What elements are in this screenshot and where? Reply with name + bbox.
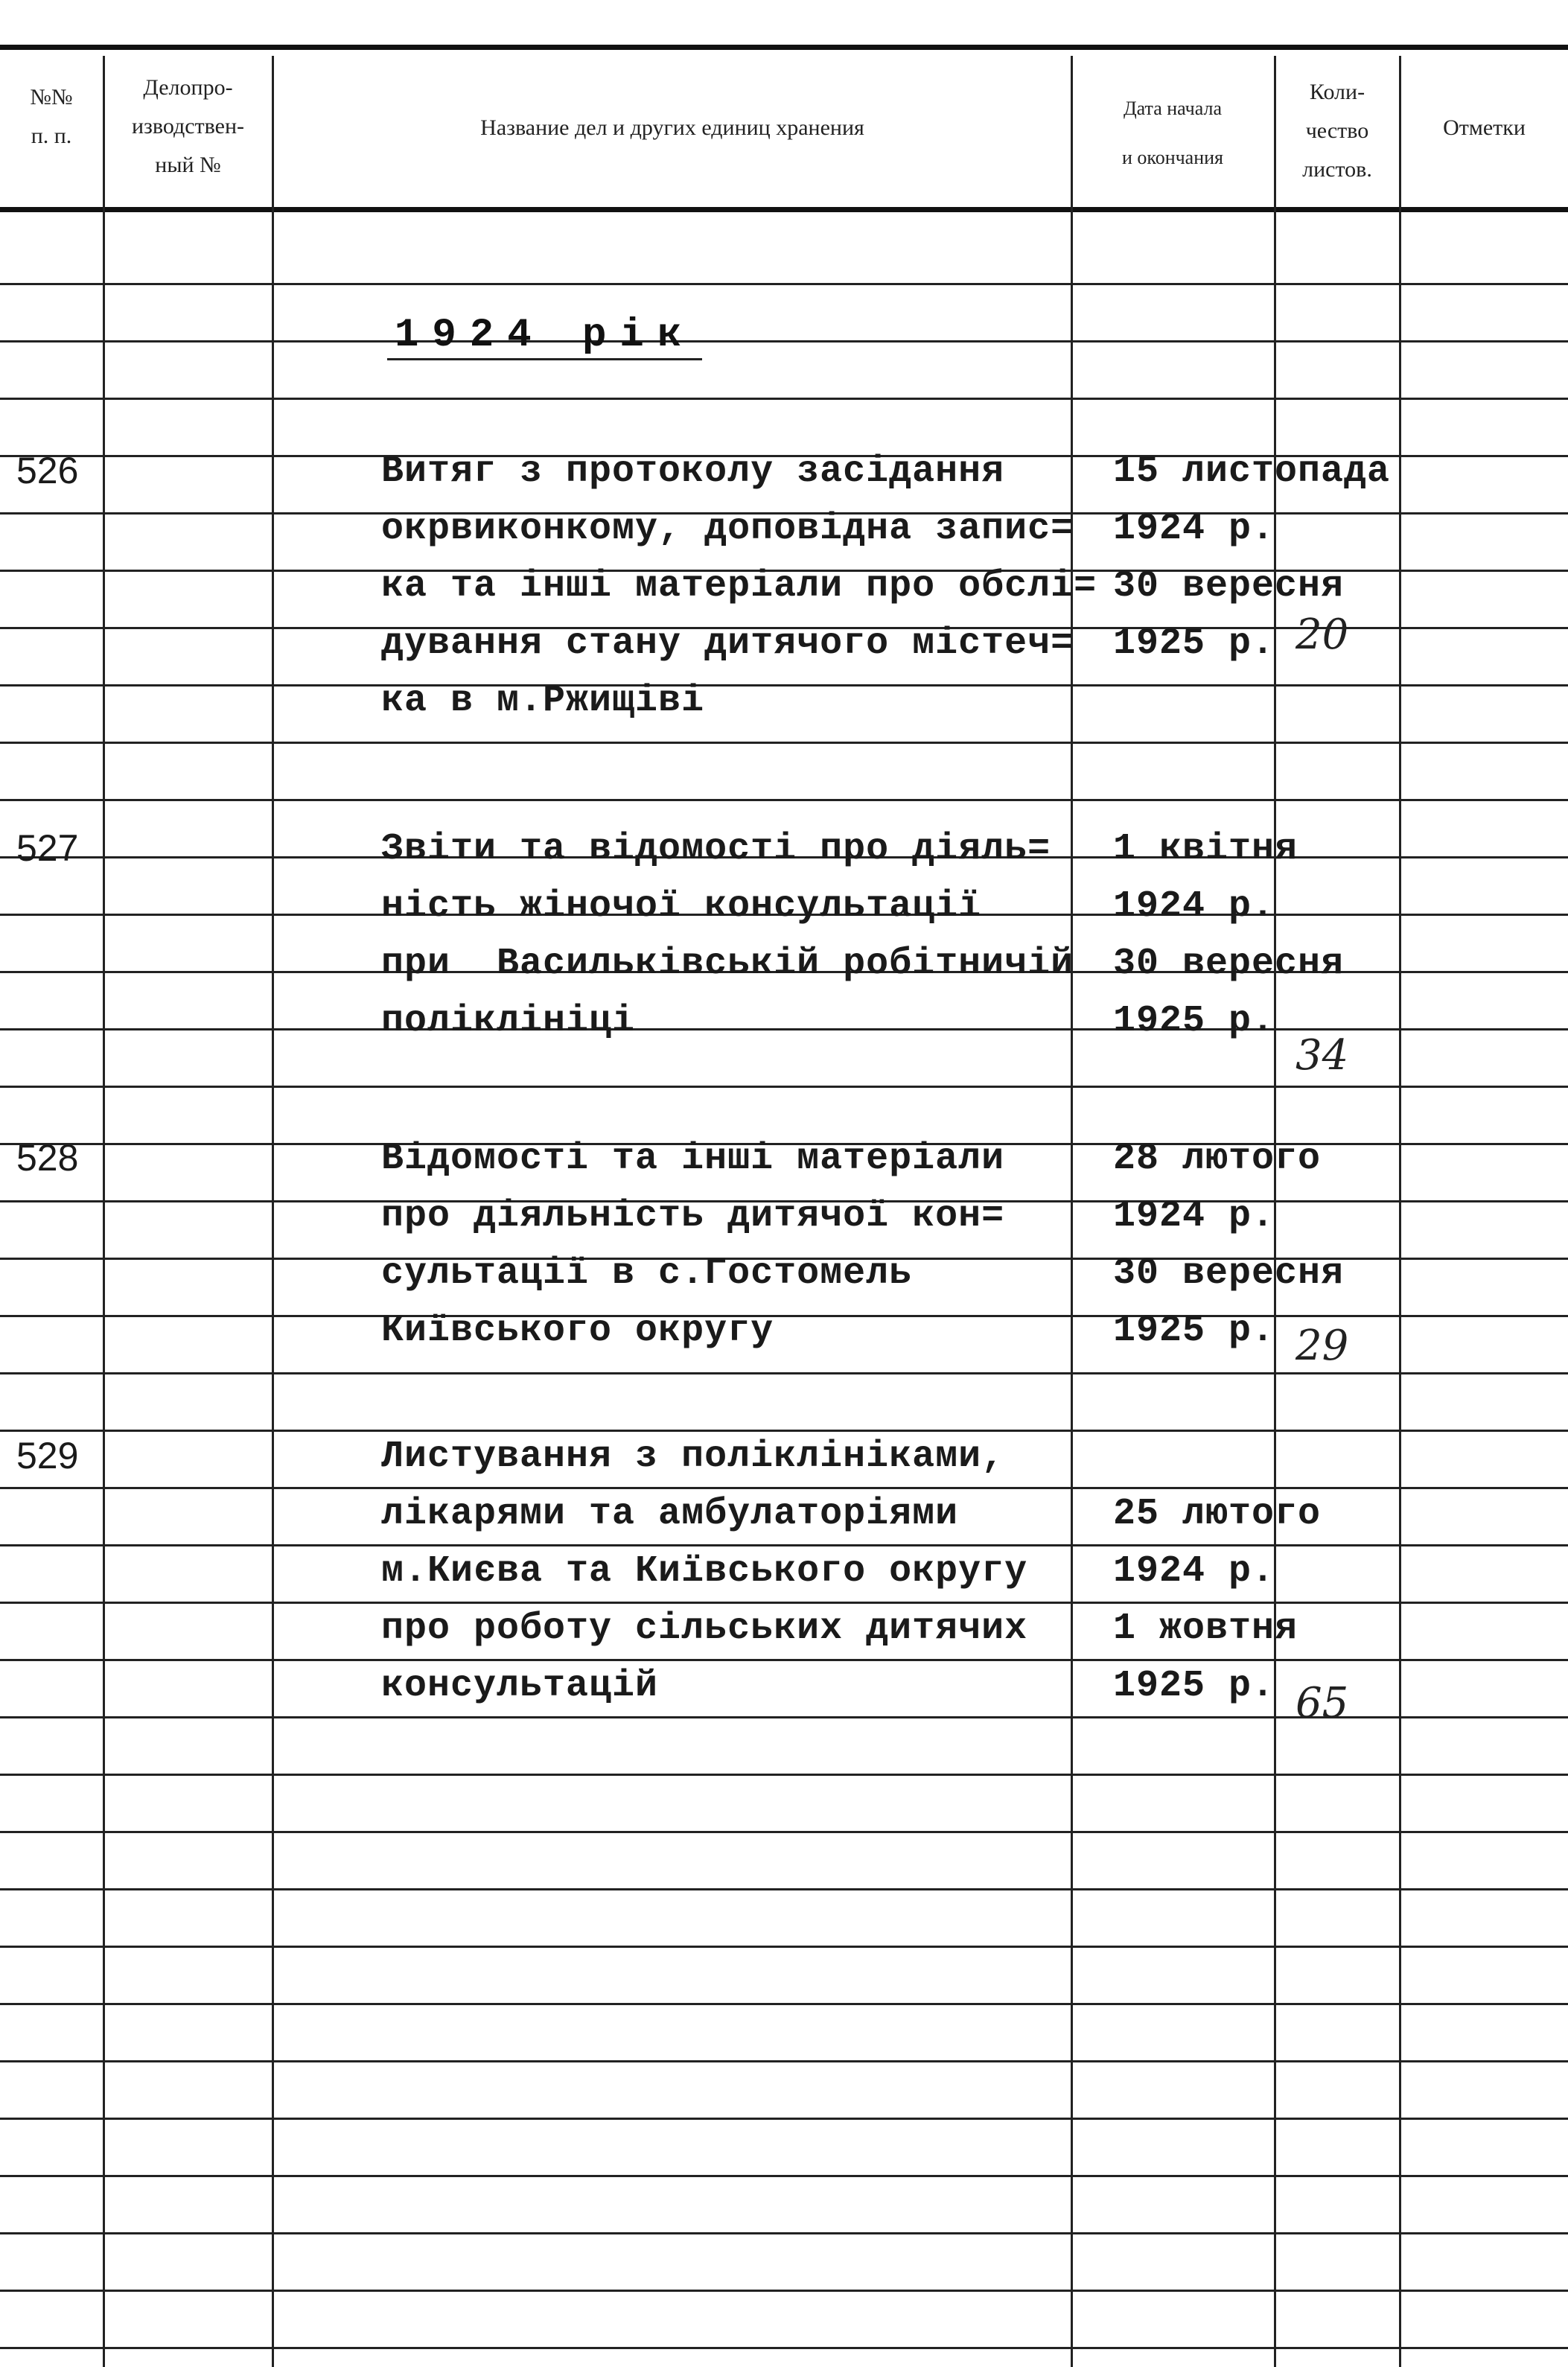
header-sheets-line: чество bbox=[1305, 118, 1369, 143]
entry-title-line: Листування з поліклініками, bbox=[381, 1436, 1005, 1478]
entry-date-line: 1925 р. bbox=[1113, 622, 1275, 665]
header-office-line: изводствен- bbox=[131, 114, 245, 138]
header-sheets-line: листов. bbox=[1302, 157, 1372, 182]
entry-date-line: 1925 р. bbox=[1113, 1310, 1275, 1352]
column-rule bbox=[1399, 56, 1401, 2367]
entry-title-line: м.Києва та Київського округу bbox=[381, 1550, 1028, 1593]
entry-title-line: ка в м.Ржищіві bbox=[381, 680, 705, 722]
row-rule bbox=[0, 1086, 1568, 1088]
entry-title-line: Відомості та інші матеріали bbox=[381, 1138, 1005, 1180]
row-rule bbox=[0, 1028, 1568, 1030]
row-rule bbox=[0, 2003, 1568, 2005]
entry-date-line: 1924 р. bbox=[1113, 1195, 1275, 1237]
entry-title-line: при Васильківській робітничій bbox=[381, 943, 1074, 985]
entry-sheet-count: 34 bbox=[1295, 1031, 1349, 1080]
entry-title-line: поліклініці bbox=[381, 1000, 636, 1042]
header-office-number bbox=[104, 69, 272, 185]
row-rule bbox=[0, 799, 1568, 801]
header-title: Название дел и других единиц хранения bbox=[480, 115, 864, 140]
row-rule bbox=[0, 2232, 1568, 2234]
entry-date-line: 15 листопада bbox=[1113, 450, 1391, 493]
entry-title-line: про роботу сільських дитячих bbox=[381, 1608, 1028, 1650]
entry-date-line: 1924 р. bbox=[1113, 508, 1275, 550]
header-bottom-rule bbox=[0, 207, 1568, 212]
entry-date-line: 30 вересня bbox=[1113, 943, 1345, 985]
row-rule bbox=[0, 283, 1568, 285]
header-office-line: Делопро- bbox=[143, 75, 233, 100]
header-number bbox=[0, 78, 103, 156]
entry-sheet-count: 29 bbox=[1295, 1322, 1349, 1370]
entry-number: 526 bbox=[16, 450, 79, 491]
entry-date-line: 1 квітня bbox=[1113, 828, 1298, 870]
column-rule bbox=[1071, 56, 1073, 2367]
row-rule bbox=[0, 742, 1568, 744]
section-year-heading: 1924 рік bbox=[387, 313, 702, 360]
entry-title-line: Звіти та відомості про діяль= bbox=[381, 828, 1051, 870]
column-rule bbox=[272, 56, 274, 2367]
entry-date-line: 1924 р. bbox=[1113, 1550, 1275, 1593]
entry-date-line: 25 лютого bbox=[1113, 1493, 1322, 1535]
header-top-rule bbox=[0, 45, 1568, 50]
header-sheets bbox=[1275, 73, 1399, 189]
row-rule bbox=[0, 340, 1568, 343]
entry-date-line: 1924 р. bbox=[1113, 885, 1275, 928]
header-notes: Отметки bbox=[1443, 115, 1526, 140]
entry-title-line: Київського округу bbox=[381, 1310, 774, 1352]
entry-date-line: 30 вересня bbox=[1113, 565, 1345, 608]
row-rule bbox=[0, 2175, 1568, 2177]
row-rule bbox=[0, 1659, 1568, 1661]
entry-title-line: консультацій bbox=[381, 1665, 659, 1707]
header-dates bbox=[1072, 84, 1273, 182]
row-rule bbox=[0, 2118, 1568, 2120]
header-dates-line: и окончания bbox=[1121, 147, 1224, 168]
entry-title-line: про діяльність дитячої кон= bbox=[381, 1195, 1005, 1237]
entry-date-line: 1925 р. bbox=[1113, 1000, 1275, 1042]
entry-title-line: сультації в с.Гостомель bbox=[381, 1252, 913, 1295]
entry-date-line: 1925 р. bbox=[1113, 1665, 1275, 1707]
header-dates-line: Дата начала bbox=[1123, 98, 1223, 119]
row-rule bbox=[0, 2290, 1568, 2292]
entry-title-line: ка та інші матеріали про обслі= bbox=[381, 565, 1097, 608]
entry-sheet-count: 20 bbox=[1295, 611, 1349, 659]
header-number-line: №№ bbox=[30, 85, 73, 109]
row-rule bbox=[0, 1315, 1568, 1317]
row-rule bbox=[0, 398, 1568, 400]
row-rule bbox=[0, 1946, 1568, 1948]
header-sheets-line: Коли- bbox=[1309, 80, 1365, 104]
row-rule bbox=[0, 1888, 1568, 1890]
entry-sheet-count: 65 bbox=[1295, 1679, 1349, 1727]
entry-title-line: ність жіночої консультації bbox=[381, 885, 982, 928]
header-number-line: п. п. bbox=[31, 124, 72, 148]
row-rule bbox=[0, 2347, 1568, 2349]
entry-number: 528 bbox=[16, 1137, 79, 1179]
header-office-line: ный № bbox=[155, 153, 221, 177]
entry-date-line: 1 жовтня bbox=[1113, 1608, 1298, 1650]
entry-title-line: дування стану дитячого містеч= bbox=[381, 622, 1074, 665]
entry-title-line: лікарями та амбулаторіями bbox=[381, 1493, 959, 1535]
entry-title-line: Витяг з протоколу засідання bbox=[381, 450, 1005, 493]
row-rule bbox=[0, 1774, 1568, 1776]
row-rule bbox=[0, 1372, 1568, 1374]
entry-date-line: 28 лютого bbox=[1113, 1138, 1322, 1180]
column-rule bbox=[103, 56, 105, 2367]
entry-number: 529 bbox=[16, 1435, 79, 1476]
entry-number: 527 bbox=[16, 827, 79, 869]
row-rule bbox=[0, 2060, 1568, 2062]
row-rule bbox=[0, 1831, 1568, 1833]
entry-date-line: 30 вересня bbox=[1113, 1252, 1345, 1295]
row-rule bbox=[0, 684, 1568, 686]
entry-title-line: окрвиконкому, доповідна запис= bbox=[381, 508, 1074, 550]
